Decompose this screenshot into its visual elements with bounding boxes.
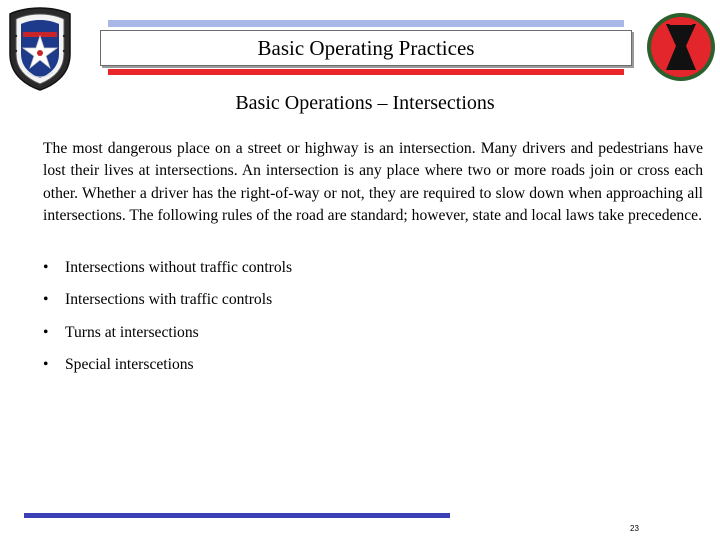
slide-title: Basic Operating Practices xyxy=(257,35,475,60)
list-item xyxy=(43,351,292,383)
slide-subtitle: Basic Operations – Intersections xyxy=(235,92,495,114)
bullet-dot: • xyxy=(43,355,49,373)
footer-bar xyxy=(24,513,450,518)
bullet-dot: • xyxy=(43,323,49,341)
header-top-bar xyxy=(108,20,624,27)
list-item xyxy=(43,254,292,286)
intro-paragraph: The most dangerous place on a street or highway is an intersection. Many drivers and pedestrians have lost their lives at intersections. An intersection is any place where two or more roads join or cross each other. Whether a driver has the right-of-way or not, they are required to slow down when approaching all intersections. The following rules of the road are standard; however, state and local laws take precedence. xyxy=(43,140,703,225)
bullet-text: Intersections without traffic controls xyxy=(65,259,293,276)
list-item xyxy=(43,319,292,351)
hourglass-division-patch-icon xyxy=(646,12,716,82)
bullet-text: Intersections with traffic controls xyxy=(65,291,273,309)
page-number: 23 xyxy=(630,524,639,533)
bullet-dot: • xyxy=(43,291,49,309)
bullet-list xyxy=(43,254,292,383)
list-item xyxy=(43,286,292,318)
unit-crest-star-icon xyxy=(7,6,73,92)
bullet-dot: • xyxy=(43,259,49,276)
title-box xyxy=(100,30,632,66)
bullet-text: Special interscetions xyxy=(65,355,194,373)
header-red-bar xyxy=(108,69,624,75)
bullet-text: Turns at intersections xyxy=(65,323,199,341)
